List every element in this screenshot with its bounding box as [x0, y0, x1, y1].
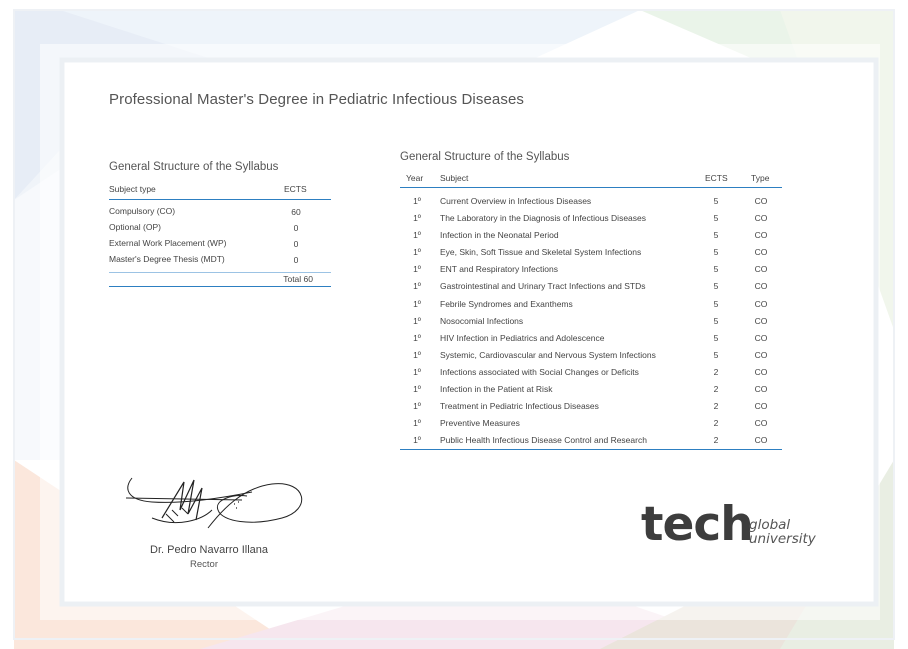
row-subject: Infection in the Neonatal Period [440, 230, 559, 241]
logo-wordmark: tech [641, 497, 753, 552]
syllabus-rows [400, 188, 782, 449]
handwritten-signature [122, 470, 307, 540]
row-subject: Infection in the Patient at Risk [440, 384, 553, 395]
summary-row-ects: 0 [293, 239, 299, 249]
row-ects: 2 [713, 366, 719, 377]
row-type: CO [754, 349, 768, 360]
row-year: 1º [413, 213, 421, 224]
logo-sub-line1: global [749, 517, 791, 533]
row-year: 1º [413, 384, 421, 395]
header-type: Type [751, 173, 770, 183]
row-year: 1º [413, 281, 421, 292]
row-ects: 5 [713, 332, 719, 343]
row-type: CO [754, 418, 768, 429]
table-row [400, 193, 782, 210]
row-year: 1º [413, 366, 421, 377]
row-type: CO [754, 435, 768, 446]
row-ects: 5 [713, 247, 719, 258]
header-ects: ECTS [705, 173, 728, 183]
logo-subtitle [749, 518, 816, 546]
syllabus-summary-table [109, 158, 331, 287]
summary-title: General Structure of the Syllabus [109, 161, 279, 173]
table-row [400, 415, 782, 432]
summary-row-type: Master's Degree Thesis (MDT) [109, 254, 225, 264]
summary-rows [109, 200, 331, 269]
row-type: CO [754, 281, 768, 292]
logo-sub-line2: university [749, 531, 816, 547]
summary-total: Total 60 [283, 274, 313, 284]
row-ects: 5 [713, 213, 719, 224]
row-year: 1º [413, 435, 421, 446]
summary-row [109, 221, 331, 237]
row-subject: The Laboratory in the Diagnosis of Infectious Diseases [440, 213, 647, 224]
summary-row-type: Optional (OP) [109, 222, 161, 232]
table-row [400, 278, 782, 295]
summary-total-row [109, 272, 331, 287]
row-year: 1º [413, 196, 421, 206]
row-year: 1º [413, 418, 421, 429]
row-ects: 5 [713, 315, 719, 326]
row-ects: 5 [713, 264, 719, 275]
row-subject: ENT and Respiratory Infections [440, 264, 558, 275]
row-subject: Febrile Syndromes and Exanthems [440, 298, 573, 309]
summary-row [109, 205, 331, 221]
row-type: CO [754, 247, 768, 258]
row-year: 1º [413, 264, 421, 275]
table-row [400, 364, 782, 381]
summary-header-ects: ECTS [284, 184, 307, 194]
table-row [400, 296, 782, 313]
row-year: 1º [413, 298, 421, 309]
row-year: 1º [413, 401, 421, 412]
summary-row-type: External Work Placement (WP) [109, 238, 227, 248]
summary-row-ects: 0 [293, 255, 299, 265]
table-row [400, 330, 782, 347]
row-type: CO [754, 213, 768, 224]
signatory-name: Dr. Pedro Navarro Illana [150, 544, 268, 556]
document-title: Professional Master's Degree in Pediatric Infectious Diseases [109, 91, 524, 108]
summary-row-ects: 60 [291, 207, 301, 217]
row-ects: 5 [713, 298, 719, 309]
row-subject: Systemic, Cardiovascular and Nervous System Infections [440, 349, 656, 360]
syllabus-header-row [400, 171, 782, 188]
row-year: 1º [413, 247, 421, 258]
row-ects: 2 [713, 384, 719, 395]
row-type: CO [754, 264, 768, 275]
summary-row-type: Compulsory (CO) [109, 206, 176, 216]
row-subject: Infections associated with Social Changes or Deficits [440, 366, 639, 377]
table-row [400, 227, 782, 244]
syllabus-table [400, 149, 782, 450]
table-row [400, 432, 782, 449]
row-ects: 5 [713, 196, 719, 206]
row-ects: 5 [713, 281, 719, 292]
table-row [400, 347, 782, 364]
row-ects: 2 [713, 418, 719, 429]
row-type: CO [754, 366, 768, 377]
row-ects: 5 [713, 349, 719, 360]
row-subject: Public Health Infectious Disease Control and Research [440, 435, 647, 446]
row-type: CO [754, 384, 768, 395]
table-row [400, 398, 782, 415]
row-subject: HIV Infection in Pediatrics and Adolescence [440, 332, 605, 343]
row-subject: Gastrointestinal and Urinary Tract Infections and STDs [440, 281, 646, 292]
table-row [400, 381, 782, 398]
row-subject: Treatment in Pediatric Infectious Diseases [440, 401, 599, 412]
table-row [400, 210, 782, 227]
row-subject: Preventive Measures [440, 418, 520, 429]
row-year: 1º [413, 349, 421, 360]
row-year: 1º [413, 230, 421, 241]
table-row [400, 261, 782, 278]
row-type: CO [754, 332, 768, 343]
row-subject: Nosocomial Infections [440, 315, 524, 326]
row-type: CO [754, 401, 768, 412]
summary-header-type: Subject type [109, 184, 156, 194]
summary-row [109, 237, 331, 253]
summary-header-row [109, 183, 331, 200]
summary-row [109, 253, 331, 269]
row-ects: 5 [713, 230, 719, 241]
syllabus-bottom-rule [400, 449, 782, 450]
row-ects: 2 [713, 401, 719, 412]
row-subject: Eye, Skin, Soft Tissue and Skeletal System Infections [440, 247, 642, 258]
summary-row-ects: 0 [293, 223, 299, 233]
signatory-role: Rector [190, 559, 218, 570]
header-subject: Subject [440, 173, 469, 183]
row-ects: 2 [713, 435, 719, 446]
row-subject: Current Overview in Infectious Diseases [440, 196, 592, 206]
table-row [400, 313, 782, 330]
syllabus-title: General Structure of the Syllabus [400, 151, 570, 163]
header-year: Year [406, 173, 424, 183]
row-type: CO [754, 315, 768, 326]
row-year: 1º [413, 332, 421, 343]
table-row [400, 244, 782, 261]
tech-university-logo [641, 497, 816, 553]
row-type: CO [754, 196, 768, 206]
row-type: CO [754, 298, 768, 309]
row-year: 1º [413, 315, 421, 326]
row-type: CO [754, 230, 768, 241]
